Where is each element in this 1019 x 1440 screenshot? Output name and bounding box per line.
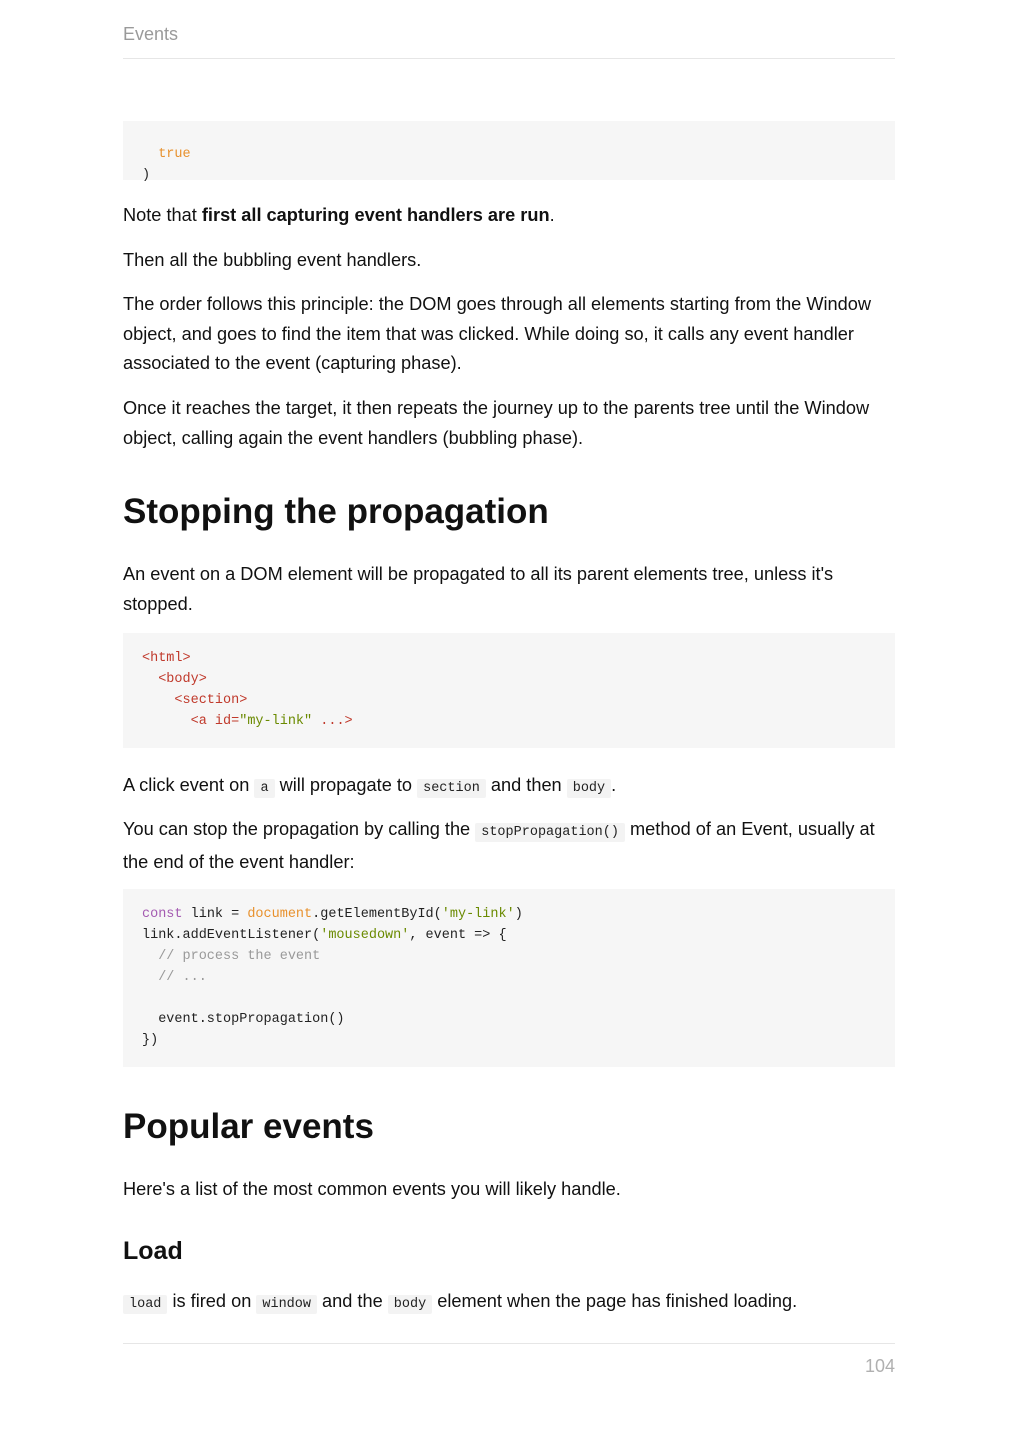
- running-head: [123, 24, 895, 59]
- footer-divider: [123, 1343, 895, 1344]
- running-head-title: Events: [123, 24, 179, 44]
- code-block-html: <html> <body> <section> <a id="my-link" ...>: [123, 633, 895, 748]
- code-close-paren: ): [142, 168, 151, 183]
- code-bool: true: [158, 147, 191, 162]
- bold-text: first all capturing event handlers are run: [201, 205, 550, 225]
- paragraph-capturing-note: Note that first all capturing event handlers are run.: [123, 205, 555, 225]
- paragraph-common-events: Here's a list of the most common events you will likely handle.: [123, 1179, 621, 1199]
- paragraph-target: Once it reaches the target, it then repeats the journey up to the parents tree until the Window object, calling again the event handlers (bubbling phase).: [123, 398, 870, 448]
- heading-stopping-propagation: Stopping the propagation: [123, 492, 549, 531]
- paragraph-bubbling: Then all the bubbling event handlers.: [123, 250, 422, 270]
- inline-code-section: section: [417, 779, 486, 798]
- inline-code-a: a: [254, 779, 274, 798]
- paragraph-click-event: A click event on a will propagate to section and then body .: [123, 775, 617, 796]
- code-block-1: [123, 121, 895, 183]
- paragraph-order: The order follows this principle: the DOM goes through all elements starting from the Window object, and goes to find the item that was clicked. While doing so, it calls any event handler associated to the event (capturing phase).: [123, 294, 872, 373]
- paragraph-load: load is fired on window and the body element when the page has finished loading.: [123, 1287, 895, 1320]
- page-number: 104: [864, 1356, 895, 1376]
- inline-code-window: window: [256, 1295, 317, 1314]
- heading-popular-events: Popular events: [123, 1107, 374, 1146]
- inline-code-stoppropagation: stopPropagation(): [475, 823, 625, 842]
- code-block-js: const link = document.getElementById('my-link') link.addEventListener('mousedown', event => { // process the event // ... event.stopPropagation() }): [123, 889, 895, 1067]
- heading-load: Load: [123, 1237, 183, 1265]
- inline-code-body-2: body: [388, 1295, 432, 1314]
- inline-code-load: load: [123, 1295, 167, 1314]
- paragraph-propagated: An event on a DOM element will be propagated to all its parent elements tree, unless it's stopped.: [123, 564, 834, 614]
- inline-code-body: body: [567, 779, 611, 798]
- paragraph-stop-propagation: You can stop the propagation by calling the stopPropagation() method of an Event, usually at the end of the event handler:: [123, 819, 875, 872]
